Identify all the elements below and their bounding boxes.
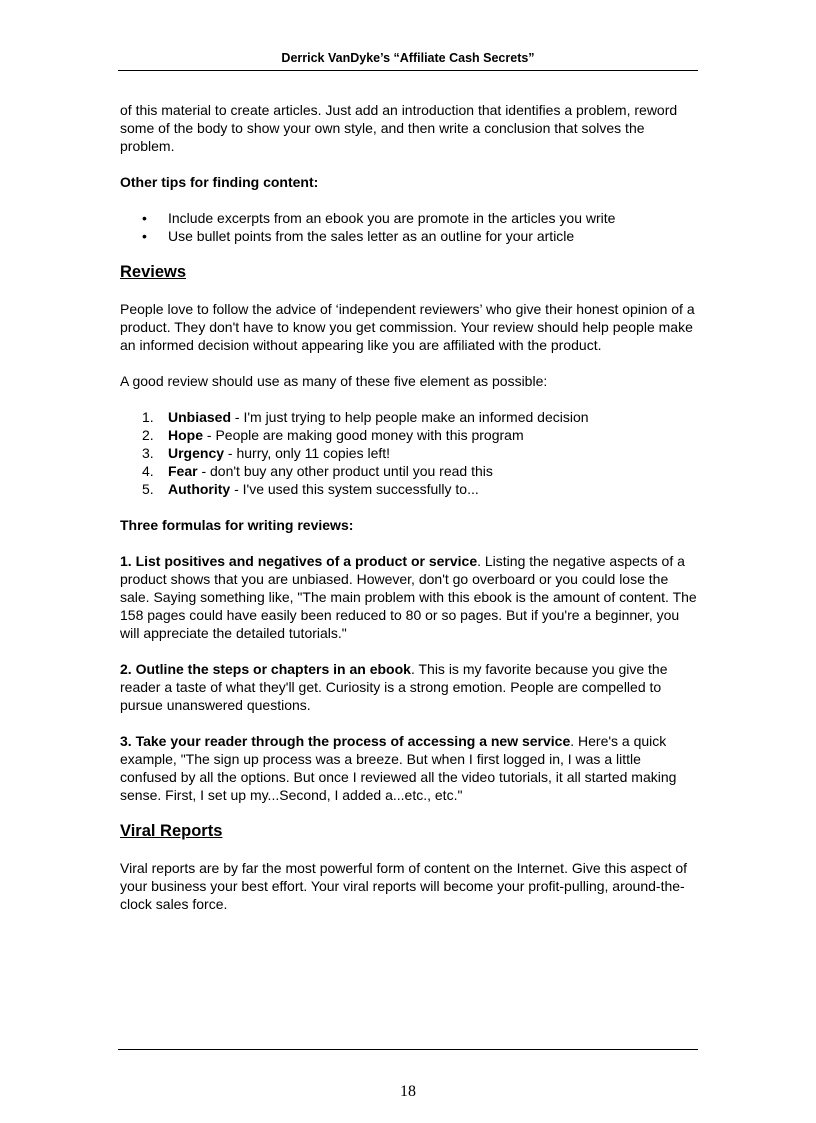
list-item: 5. Authority - I've used this system successfully to... (142, 481, 479, 497)
bullet-icon: • (142, 210, 147, 226)
list-item: 3. Urgency - hurry, only 11 copies left! (142, 445, 391, 461)
review-elements-list (120, 408, 698, 498)
reviews-heading: Reviews (120, 263, 187, 281)
elements-intro: A good review should use as many of these five element as possible: (120, 373, 548, 389)
list-item: • Use bullet points from the sales letter as an outline for your article (142, 228, 575, 244)
list-item: 4. Fear - don't buy any other product until you read this (142, 463, 493, 479)
page-number: 18 (400, 1083, 416, 1100)
tips-heading: Other tips for finding content: (120, 174, 319, 190)
formulas-heading: Three formulas for writing reviews: (120, 517, 354, 533)
list-item: 2. Hope - People are making good money with this program (142, 427, 524, 443)
list-item: • Include excerpts from an ebook you are promote in the articles you write (142, 210, 616, 226)
formula-paragraph: 3. Take your reader through the process of accessing a new service. Here's a quick example, "The sign up process was a breeze. But when I first logged in, I was a little confused by all the options. But once I reviewed all the video tutorials, it all started making sense. First, I set up my...Second, I added a...etc., etc." (120, 733, 677, 803)
bullet-icon: • (142, 228, 147, 244)
formula-paragraph: 1. List positives and negatives of a product or service. Listing the negative aspects of a product shows that you are unbiased. However, don't go overboard or you could lose the sale. Saying something like, "The main problem with this ebook is the amount of content. The 158 pages could have easily been reduced to 80 or so pages. But if you're a beginner, you will appreciate the detailed tutorials." (120, 553, 697, 641)
intro-paragraph: of this material to create articles. Just add an introduction that identifies a problem, reword some of the body to show your own style, and then write a conclusion that solves the problem. (120, 102, 678, 154)
viral-reports-heading: Viral Reports (120, 822, 223, 840)
viral-reports-paragraph: Viral reports are by far the most powerful form of content on the Internet. Give this aspect of your business your best effort. Your viral reports will become your profit-pulling, around-the-clock sales force. (120, 860, 688, 912)
running-header: Derrick VanDyke’s “Affiliate Cash Secrets” (281, 51, 535, 65)
footer-rule (118, 1049, 698, 1050)
list-item: 1. Unbiased - I'm just trying to help people make an informed decision (142, 409, 589, 425)
page-content (120, 101, 698, 913)
formula-paragraph: 2. Outline the steps or chapters in an ebook. This is my favorite because you give the reader a taste of what they'll get. Curiosity is a strong emotion. People are compelled to pursue unanswered questions. (120, 661, 668, 713)
header-rule (118, 70, 698, 71)
reviews-paragraph: People love to follow the advice of ‘independent reviewers’ who give their honest opinion of a product. They don't have to know you get commission. Your review should help people make an informed decision without appearing like you are affiliated with the product. (120, 301, 695, 353)
tips-list (120, 209, 698, 245)
